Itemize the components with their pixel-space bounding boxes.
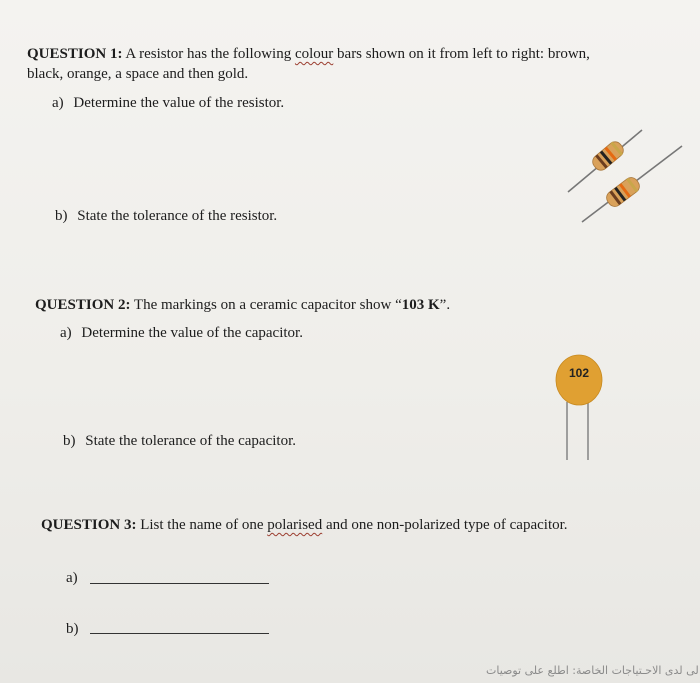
q2-part-b-text: State the tolerance of the capacitor.	[85, 433, 296, 449]
q2-part-a-text: Determine the value of the capacitor.	[81, 325, 303, 341]
q3-line	[41, 516, 568, 535]
capacitor-marking: 102	[568, 366, 590, 380]
q3-title: QUESTION 3:	[41, 517, 137, 533]
q1-part-a-text: Determine the value of the resistor.	[73, 95, 285, 111]
q3-part-a-label: a)	[66, 570, 78, 586]
q2-title: QUESTION 2:	[35, 297, 131, 313]
q1-line-1	[27, 45, 590, 64]
q1-misspelled-word: colour	[294, 46, 334, 62]
q1-part-b	[55, 207, 277, 226]
q2-line	[35, 296, 450, 315]
ceramic-capacitor-illustration	[550, 352, 610, 462]
q1-part-b-text: State the tolerance of the resistor.	[77, 208, 278, 224]
q3-text-end: and one non-polarized type of capacitor.	[322, 517, 568, 533]
q3-part-b-label: b)	[66, 621, 79, 637]
q1-line-2: black, orange, a space and then gold.	[27, 66, 249, 82]
q3-text-start: List the name of one	[140, 517, 268, 533]
resistors-illustration	[560, 122, 685, 230]
q3-answer-line-b[interactable]	[90, 633, 269, 634]
q1-text-end: bars shown on it from left to right: brown,	[333, 46, 590, 62]
q1-part-a	[52, 94, 284, 113]
q2-text-start: The markings on a ceramic capacitor show “	[133, 297, 402, 313]
footer-arabic-text: لى لدى الاحـتياجات الخاصة: اطلع على توصيات	[486, 664, 699, 677]
capacitor-disc	[556, 355, 602, 405]
q2-part-b-label: b)	[63, 433, 76, 449]
q2-marking: 103 K	[401, 297, 440, 313]
q2-part-b	[63, 432, 296, 451]
q2-part-a	[60, 324, 303, 343]
q1-part-b-label: b)	[55, 208, 68, 224]
q2-text-end: ”.	[439, 297, 451, 313]
q3-misspelled-word: polarised	[267, 517, 323, 533]
q1-title: QUESTION 1:	[27, 46, 123, 62]
q1-text-start: A resistor has the following	[125, 46, 295, 62]
q1-part-a-label: a)	[52, 95, 64, 111]
q3-answer-line-a[interactable]	[90, 583, 269, 584]
q2-part-a-label: a)	[60, 325, 72, 341]
